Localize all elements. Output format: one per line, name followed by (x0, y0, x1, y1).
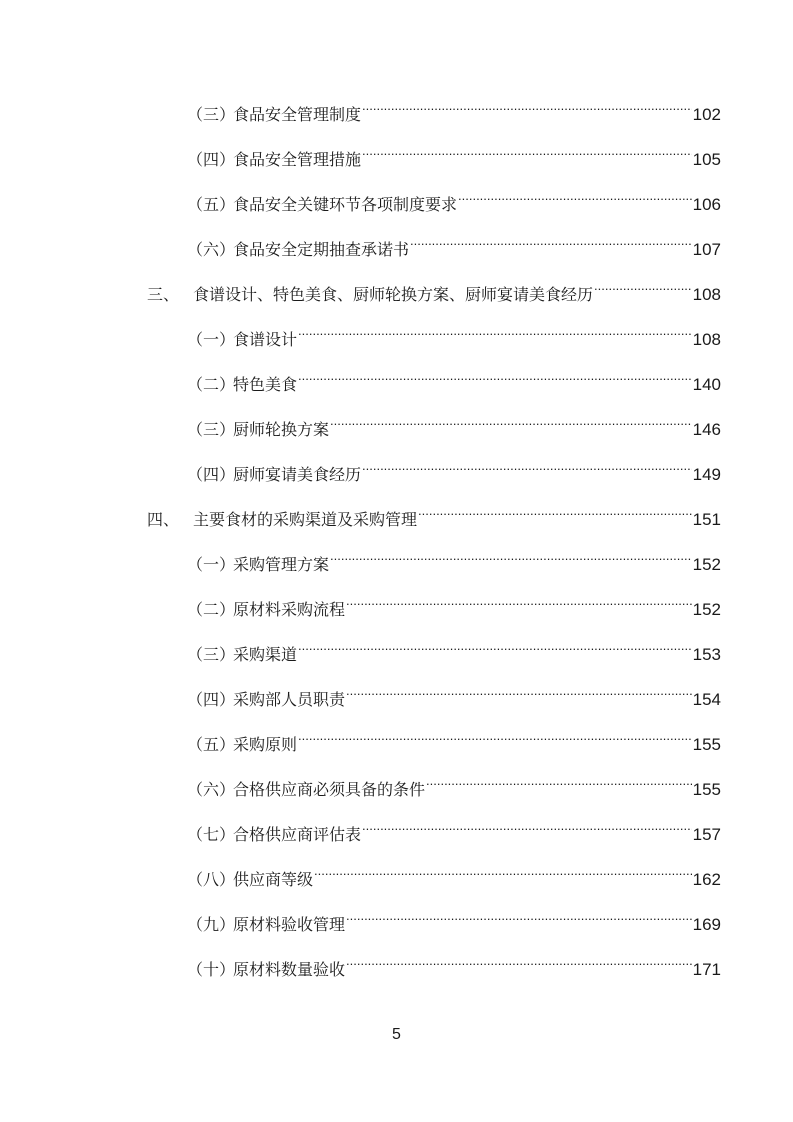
toc-entry-page: 157 (692, 825, 721, 844)
toc-entry-title: 合格供应商评估表 (233, 825, 362, 844)
toc-entry-title: 供应商等级 (233, 870, 314, 889)
toc-entry-number: （五） (187, 735, 236, 754)
toc-entry-title: 主要食材的采购渠道及采购管理 (193, 510, 418, 529)
toc-entry-page: 108 (692, 285, 721, 304)
toc-entry[interactable] (187, 953, 721, 981)
toc-entry-title: 采购渠道 (233, 645, 298, 664)
dot-leader (362, 818, 692, 840)
toc-entry-number: 四、 (147, 510, 180, 529)
dot-leader (346, 593, 692, 615)
toc-entry-number: （四） (187, 690, 236, 709)
toc-entry-number: （三） (187, 105, 236, 124)
toc-entry[interactable] (187, 638, 721, 666)
toc-entry-title: 采购部人员职责 (233, 690, 346, 709)
dot-leader (418, 503, 692, 525)
dot-leader (346, 683, 692, 705)
toc-entry[interactable] (187, 548, 721, 576)
toc-entry[interactable] (187, 323, 721, 351)
toc-entry-page: 153 (692, 645, 721, 664)
page-number: 5 (392, 1026, 401, 1043)
toc-entry-title: 食品安全定期抽查承诺书 (233, 240, 410, 259)
toc-entry-page: 171 (692, 960, 721, 979)
toc-entry-page: 154 (692, 690, 721, 709)
toc-entry-number: （一） (187, 555, 236, 574)
toc-entry-title: 采购原则 (233, 735, 298, 754)
toc-entry-title: 食谱设计 (233, 330, 298, 349)
toc-entry[interactable] (187, 98, 721, 126)
dot-leader (346, 908, 692, 930)
toc-entry-title: 采购管理方案 (233, 555, 330, 574)
toc-entry-number: （十） (187, 960, 236, 979)
toc-entry-page: 152 (692, 555, 721, 574)
toc-entry-number: （九） (187, 915, 236, 934)
toc-entry[interactable] (187, 143, 721, 171)
dot-leader (458, 188, 692, 210)
toc-entry[interactable] (187, 413, 721, 441)
dot-leader (298, 638, 692, 660)
toc-entry-number: 三、 (147, 285, 180, 304)
toc-entry-page: 140 (692, 375, 721, 394)
toc-entry-number: （七） (187, 825, 236, 844)
toc-entry[interactable] (187, 863, 721, 891)
dot-leader (298, 323, 692, 345)
dot-leader (314, 863, 692, 885)
toc-entry[interactable] (187, 593, 721, 621)
dot-leader (298, 368, 692, 390)
toc-entry[interactable] (187, 233, 721, 261)
toc-entry[interactable] (187, 908, 721, 936)
toc-entry-number: （一） (187, 330, 236, 349)
toc-entry-page: 152 (692, 600, 721, 619)
toc-entry-title: 原材料采购流程 (233, 600, 346, 619)
toc-entry-title: 原材料验收管理 (233, 915, 346, 934)
toc-entry-number: （二） (187, 375, 236, 394)
toc-entry[interactable] (187, 818, 721, 846)
toc-entry-number: （六） (187, 240, 236, 259)
dot-leader (362, 458, 692, 480)
toc-entry-page: 107 (692, 240, 721, 259)
dot-leader (426, 773, 692, 795)
toc-entry[interactable] (187, 683, 721, 711)
toc-entry-number: （二） (187, 600, 236, 619)
toc-entry[interactable] (187, 458, 721, 486)
toc-entry-title: 合格供应商必须具备的条件 (233, 780, 426, 799)
toc-entry-page: 155 (692, 780, 721, 799)
toc-entry-title: 食品安全管理制度 (233, 105, 362, 124)
toc-entry-page: 146 (692, 420, 721, 439)
dot-leader (346, 953, 692, 975)
toc-entry-number: （四） (187, 150, 236, 169)
toc-entry[interactable] (187, 728, 721, 756)
toc-entry-page: 155 (692, 735, 721, 754)
toc-entry-title: 特色美食 (233, 375, 298, 394)
dot-leader (362, 143, 692, 165)
toc-entry-page: 149 (692, 465, 721, 484)
toc-entry-number: （六） (187, 780, 236, 799)
toc-entry[interactable] (187, 368, 721, 396)
toc-entry[interactable] (187, 773, 721, 801)
toc-entry-number: （三） (187, 645, 236, 664)
toc-entry[interactable] (147, 503, 721, 531)
toc-entry-page: 105 (692, 150, 721, 169)
toc-entry[interactable] (147, 278, 721, 306)
toc-entry-title: 食谱设计、特色美食、厨师轮换方案、厨师宴请美食经历 (193, 285, 594, 304)
dot-leader (410, 233, 692, 255)
toc-entry-title: 原材料数量验收 (233, 960, 346, 979)
toc-entry-title: 食品安全关键环节各项制度要求 (233, 195, 458, 214)
toc-entry[interactable] (187, 188, 721, 216)
toc-entry-page: 169 (692, 915, 721, 934)
dot-leader (594, 278, 692, 300)
toc-entry-page: 108 (692, 330, 721, 349)
dot-leader (330, 413, 692, 435)
toc-entry-page: 106 (692, 195, 721, 214)
toc-entry-page: 162 (692, 870, 721, 889)
toc-entry-number: （八） (187, 870, 236, 889)
toc-entry-number: （三） (187, 420, 236, 439)
toc-entry-number: （五） (187, 195, 236, 214)
toc-entry-page: 102 (692, 105, 721, 124)
dot-leader (330, 548, 692, 570)
dot-leader (362, 98, 692, 120)
toc-entry-title: 厨师宴请美食经历 (233, 465, 362, 484)
toc-entry-number: （四） (187, 465, 236, 484)
toc-entry-title: 食品安全管理措施 (233, 150, 362, 169)
toc-entry-page: 151 (692, 510, 721, 529)
dot-leader (298, 728, 692, 750)
toc-entry-title: 厨师轮换方案 (233, 420, 330, 439)
